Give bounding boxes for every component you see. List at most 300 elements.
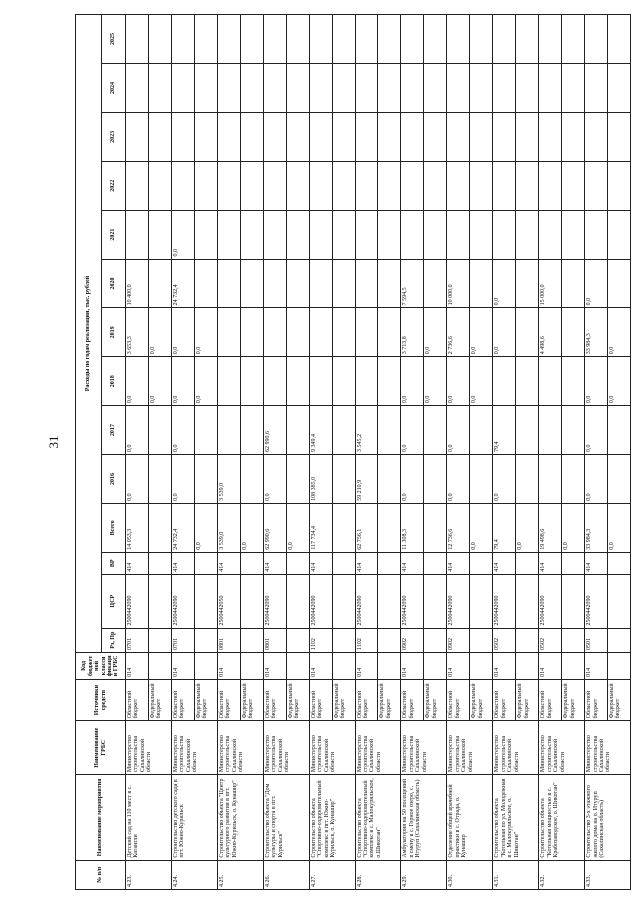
- funding-source: Областной бюджет: [309, 679, 332, 721]
- header-subcol: 2019: [102, 308, 126, 357]
- cell-csr: 2500442090: [585, 574, 608, 628]
- cell-y2021: [148, 210, 171, 259]
- cell-y2020: [378, 259, 401, 308]
- cell-csr: 2500442090: [493, 574, 516, 628]
- table-row: [447, 15, 470, 890]
- cell-y2018: [562, 357, 585, 406]
- cell-y2016: [332, 455, 355, 504]
- event-name: Строительство детского сада в пгт. Южно-Курильск: [171, 775, 217, 861]
- cell-csr: [286, 574, 309, 628]
- cell-y2025: [217, 15, 240, 64]
- cell-y2023: [194, 112, 217, 161]
- cell-rzpr: [240, 628, 263, 652]
- cell-y2024: [608, 64, 631, 113]
- cell-rzpr: [194, 628, 217, 652]
- cell-y2021: [401, 210, 424, 259]
- funding-source: Областной бюджет: [447, 679, 470, 721]
- funding-source: Областной бюджет: [171, 679, 194, 721]
- cell-y2021: [378, 210, 401, 259]
- cell-y2018: [240, 357, 263, 406]
- header-source: Источники средств: [76, 679, 126, 721]
- cell-y2020: 10 400,0: [126, 259, 149, 308]
- cell-y2021: [263, 210, 286, 259]
- header-subcol: 2016: [102, 455, 126, 504]
- cell-vr: [424, 552, 447, 574]
- cell-y2021: [332, 210, 355, 259]
- cell-y2021: [217, 210, 240, 259]
- cell-y2020: 10 000,0: [447, 259, 470, 308]
- cell-y2018: [332, 357, 355, 406]
- cell-y2021: 0,0: [171, 210, 194, 259]
- cell-y2022: [401, 161, 424, 210]
- cell-y2018: 0,0: [424, 357, 447, 406]
- rotated-table-container: [75, 14, 631, 890]
- funding-source: Областной бюджет: [539, 679, 562, 721]
- cell-y2018: 0,0: [608, 357, 631, 406]
- cell-y2020: 24 732,4: [171, 259, 194, 308]
- cell-vr: 414: [585, 552, 608, 574]
- cell-y2025: [539, 15, 562, 64]
- cell-y2025: [424, 15, 447, 64]
- cell-y2016: 108 385,0: [309, 455, 332, 504]
- cell-rzpr: 0502: [539, 628, 562, 652]
- cell-total: 0,0: [286, 503, 309, 552]
- cell-y2017: [332, 406, 355, 455]
- executor-name: Министерство строительства Сахалинской области: [355, 721, 401, 775]
- cell-y2020: [194, 259, 217, 308]
- header-row-1: [76, 15, 102, 890]
- cell-y2024: [424, 64, 447, 113]
- cell-y2020: 15 000,0: [539, 259, 562, 308]
- cell-y2020: [424, 259, 447, 308]
- cell-y2019: 4 498,6: [539, 308, 562, 357]
- cell-grbs: [470, 652, 493, 679]
- cell-y2025: [126, 15, 149, 64]
- cell-y2019: 33 984,3: [585, 308, 608, 357]
- cell-grbs: 014: [126, 652, 149, 679]
- cell-csr: [562, 574, 585, 628]
- cell-vr: [286, 552, 309, 574]
- cell-y2024: [263, 64, 286, 113]
- cell-y2017: [608, 406, 631, 455]
- cell-y2024: [493, 64, 516, 113]
- cell-y2025: [401, 15, 424, 64]
- cell-rzpr: [148, 628, 171, 652]
- cell-total: 0,0: [194, 503, 217, 552]
- cell-y2020: [263, 259, 286, 308]
- cell-grbs: 014: [401, 652, 424, 679]
- cell-vr: [332, 552, 355, 574]
- cell-y2024: [171, 64, 194, 113]
- event-name: Строительство объекта "Котельная мощностью в с. Крабозаводское, о. Шикотан": [539, 775, 585, 861]
- cell-y2024: [217, 64, 240, 113]
- cell-csr: 2500442090: [126, 574, 149, 628]
- cell-y2018: [263, 357, 286, 406]
- table-row: [126, 15, 149, 890]
- cell-y2018: [493, 357, 516, 406]
- cell-y2022: [217, 161, 240, 210]
- funding-source: Федеральный бюджет: [240, 679, 263, 721]
- cell-csr: [332, 574, 355, 628]
- event-name: Детский сад на 110 мест в с. Катангли: [126, 775, 172, 861]
- cell-rzpr: [286, 628, 309, 652]
- cell-y2019: [286, 308, 309, 357]
- cell-y2017: 0,0: [585, 406, 608, 455]
- cell-y2025: [493, 15, 516, 64]
- funding-source: Федеральный бюджет: [470, 679, 493, 721]
- executor-name: Министерство строительства Сахалинской области: [309, 721, 355, 775]
- cell-rzpr: 0902: [401, 628, 424, 652]
- funding-source: Федеральный бюджет: [332, 679, 355, 721]
- event-name: Амбулатория на 50 посещений в смену в с. Горное озеро, с. Итуруп (Сахалинская область): [401, 775, 447, 861]
- cell-grbs: [378, 652, 401, 679]
- cell-vr: [378, 552, 401, 574]
- header-subcol: Рз, Пр: [102, 628, 126, 652]
- cell-y2023: [355, 112, 378, 161]
- funding-source: Областной бюджет: [217, 679, 240, 721]
- cell-grbs: [194, 652, 217, 679]
- cell-y2017: [539, 406, 562, 455]
- cell-y2021: [355, 210, 378, 259]
- cell-vr: 414: [217, 552, 240, 574]
- cell-y2020: [355, 259, 378, 308]
- cell-y2025: [562, 15, 585, 64]
- cell-y2019: 0,0: [148, 308, 171, 357]
- cell-y2019: 0,0: [608, 308, 631, 357]
- cell-y2022: [378, 161, 401, 210]
- cell-y2023: [493, 112, 516, 161]
- cell-rzpr: [516, 628, 539, 652]
- cell-y2023: [470, 112, 493, 161]
- cell-y2021: [516, 210, 539, 259]
- cell-total: [378, 503, 401, 552]
- cell-y2025: [470, 15, 493, 64]
- cell-y2023: [309, 112, 332, 161]
- table-row: [539, 15, 562, 890]
- cell-y2025: [585, 15, 608, 64]
- cell-y2022: [562, 161, 585, 210]
- cell-y2021: [493, 210, 516, 259]
- row-number: 4.28.: [355, 860, 401, 889]
- cell-y2016: 0,0: [126, 455, 149, 504]
- header-subcol: 2017: [102, 406, 126, 455]
- cell-rzpr: 0701: [171, 628, 194, 652]
- row-number: 4.33.: [585, 860, 631, 889]
- executor-name: Министерство строительства Сахалинской области: [401, 721, 447, 775]
- cell-y2019: 0,0: [171, 308, 194, 357]
- funding-source: Федеральный бюджет: [286, 679, 309, 721]
- header-subcol: 2018: [102, 357, 126, 406]
- cell-rzpr: 0902: [447, 628, 470, 652]
- cell-y2022: [194, 161, 217, 210]
- cell-y2024: [355, 64, 378, 113]
- cell-y2025: [608, 15, 631, 64]
- cell-vr: 414: [539, 552, 562, 574]
- cell-y2022: [240, 161, 263, 210]
- cell-vr: [240, 552, 263, 574]
- executor-name: Министерство строительства Сахалинской области: [263, 721, 309, 775]
- cell-y2024: [378, 64, 401, 113]
- cell-y2019: [562, 308, 585, 357]
- row-number: 4.30.: [447, 860, 493, 889]
- cell-y2023: [332, 112, 355, 161]
- cell-vr: [562, 552, 585, 574]
- cell-y2018: 0,0: [470, 357, 493, 406]
- cell-grbs: [148, 652, 171, 679]
- cell-y2024: [332, 64, 355, 113]
- cell-total: [424, 503, 447, 552]
- cell-csr: 2500442090: [355, 574, 378, 628]
- cell-y2017: 0,0: [447, 406, 470, 455]
- executor-name: Министерство строительства Сахалинской области: [126, 721, 172, 775]
- cell-total: 0,0: [516, 503, 539, 552]
- cell-y2021: [126, 210, 149, 259]
- cell-vr: [516, 552, 539, 574]
- cell-rzpr: 0501: [585, 628, 608, 652]
- executor-name: Министерство строительства Сахалинской области: [539, 721, 585, 775]
- budget-table: [75, 14, 631, 890]
- cell-y2020: [286, 259, 309, 308]
- cell-y2024: [516, 64, 539, 113]
- funding-source: Федеральный бюджет: [424, 679, 447, 721]
- cell-grbs: [240, 652, 263, 679]
- cell-total: [332, 503, 355, 552]
- table-row: [309, 15, 332, 890]
- funding-source: Областной бюджет: [355, 679, 378, 721]
- event-name: Отделение общей врачебной практики в с. Отрада, о. Кунашир: [447, 775, 493, 861]
- cell-y2017: 0,0: [401, 406, 424, 455]
- header-subcol: Всего: [102, 503, 126, 552]
- cell-y2024: [309, 64, 332, 113]
- cell-y2016: [194, 455, 217, 504]
- cell-csr: 2500442090: [309, 574, 332, 628]
- header-subcol: 2025: [102, 15, 126, 64]
- cell-y2021: [585, 210, 608, 259]
- cell-y2017: [217, 406, 240, 455]
- cell-y2022: [355, 161, 378, 210]
- cell-y2019: [217, 308, 240, 357]
- cell-y2018: 0,0: [401, 357, 424, 406]
- cell-y2019: [240, 308, 263, 357]
- cell-y2022: [585, 161, 608, 210]
- cell-y2016: [240, 455, 263, 504]
- cell-total: 33 984,3: [585, 503, 608, 552]
- cell-y2020: [516, 259, 539, 308]
- cell-vr: 414: [309, 552, 332, 574]
- cell-y2018: 0,0: [194, 357, 217, 406]
- header-subcol: 2023: [102, 112, 126, 161]
- table-row: [217, 15, 240, 890]
- cell-vr: [194, 552, 217, 574]
- cell-y2022: [424, 161, 447, 210]
- cell-y2019: 3 653,3: [126, 308, 149, 357]
- cell-y2019: 0,0: [470, 308, 493, 357]
- cell-y2016: 0,0: [447, 455, 470, 504]
- cell-y2025: [447, 15, 470, 64]
- cell-y2021: [608, 210, 631, 259]
- cell-y2016: [539, 455, 562, 504]
- header-subcol: 2022: [102, 161, 126, 210]
- cell-y2023: [401, 112, 424, 161]
- cell-y2024: [562, 64, 585, 113]
- cell-grbs: 014: [447, 652, 470, 679]
- cell-y2022: [286, 161, 309, 210]
- cell-y2025: [355, 15, 378, 64]
- cell-grbs: 014: [263, 652, 286, 679]
- cell-vr: 414: [447, 552, 470, 574]
- cell-grbs: 014: [585, 652, 608, 679]
- cell-y2020: [470, 259, 493, 308]
- cell-csr: 2500442090: [263, 574, 286, 628]
- cell-vr: [470, 552, 493, 574]
- cell-total: 24 732,4: [171, 503, 194, 552]
- cell-y2023: [286, 112, 309, 161]
- row-number: 4.25.: [217, 860, 263, 889]
- cell-y2022: [171, 161, 194, 210]
- funding-source: Областной бюджет: [263, 679, 286, 721]
- cell-csr: [608, 574, 631, 628]
- cell-rzpr: [562, 628, 585, 652]
- table-row: [585, 15, 608, 890]
- cell-rzpr: [470, 628, 493, 652]
- cell-total: 12 736,6: [447, 503, 470, 552]
- cell-y2023: [585, 112, 608, 161]
- cell-rzpr: [608, 628, 631, 652]
- event-name: Строительство объекта "Дом культуры и спорта в пгт. Курильск": [263, 775, 309, 861]
- cell-total: 0,0: [240, 503, 263, 552]
- cell-y2025: [516, 15, 539, 64]
- header-subcol: ЦСР: [102, 574, 126, 628]
- cell-y2016: 0,0: [493, 455, 516, 504]
- funding-source: Федеральный бюджет: [562, 679, 585, 721]
- cell-y2018: [217, 357, 240, 406]
- cell-y2021: [194, 210, 217, 259]
- cell-rzpr: 1102: [309, 628, 332, 652]
- cell-y2019: 2 736,6: [447, 308, 470, 357]
- row-number: 4.24.: [171, 860, 217, 889]
- cell-y2016: [286, 455, 309, 504]
- cell-y2018: [355, 357, 378, 406]
- cell-total: 117 734,4: [309, 503, 332, 552]
- header-executor: Наименование ГРБС: [76, 721, 126, 775]
- cell-y2018: [539, 357, 562, 406]
- cell-y2023: [447, 112, 470, 161]
- cell-y2024: [470, 64, 493, 113]
- executor-name: Министерство строительства Сахалинской области: [171, 721, 217, 775]
- cell-rzpr: 0701: [126, 628, 149, 652]
- cell-y2024: [447, 64, 470, 113]
- cell-y2016: [378, 455, 401, 504]
- cell-y2022: [447, 161, 470, 210]
- cell-csr: 2500442050: [217, 574, 240, 628]
- cell-csr: [378, 574, 401, 628]
- funding-source: Областной бюджет: [585, 679, 608, 721]
- cell-csr: [424, 574, 447, 628]
- table-row: [493, 15, 516, 890]
- cell-y2020: [217, 259, 240, 308]
- event-name: Строительство объекта "Котельная по ул. Молодежная в с. Малокурильское, о. Шикотан": [493, 775, 539, 861]
- cell-y2020: [608, 259, 631, 308]
- cell-y2024: [539, 64, 562, 113]
- cell-y2024: [240, 64, 263, 113]
- cell-vr: 414: [263, 552, 286, 574]
- cell-y2020: 0,0: [493, 259, 516, 308]
- cell-y2019: 0,0: [424, 308, 447, 357]
- cell-y2018: [309, 357, 332, 406]
- cell-vr: [148, 552, 171, 574]
- cell-y2022: [493, 161, 516, 210]
- executor-name: Министерство строительства Сахалинской области: [493, 721, 539, 775]
- cell-y2016: 0,0: [171, 455, 194, 504]
- header-subcol: 2024: [102, 64, 126, 113]
- cell-csr: 2500442090: [171, 574, 194, 628]
- cell-rzpr: 0801: [263, 628, 286, 652]
- header-no: № п/п: [76, 860, 126, 889]
- cell-csr: [194, 574, 217, 628]
- cell-y2017: [516, 406, 539, 455]
- cell-y2016: 0,0: [401, 455, 424, 504]
- cell-grbs: 014: [539, 652, 562, 679]
- row-number: 4.31.: [493, 860, 539, 889]
- cell-y2023: [171, 112, 194, 161]
- cell-y2019: [355, 308, 378, 357]
- cell-y2017: 0,0: [126, 406, 149, 455]
- cell-y2020: [240, 259, 263, 308]
- cell-y2025: [148, 15, 171, 64]
- cell-y2017: [148, 406, 171, 455]
- funding-source: Федеральный бюджет: [148, 679, 171, 721]
- cell-total: 3 539,0: [217, 503, 240, 552]
- cell-vr: 414: [401, 552, 424, 574]
- cell-y2017: [424, 406, 447, 455]
- cell-y2023: [263, 112, 286, 161]
- cell-grbs: [286, 652, 309, 679]
- cell-y2024: [126, 64, 149, 113]
- cell-y2025: [378, 15, 401, 64]
- cell-total: 11 308,3: [401, 503, 424, 552]
- cell-y2020: [309, 259, 332, 308]
- funding-source: Федеральный бюджет: [608, 679, 631, 721]
- cell-vr: 414: [171, 552, 194, 574]
- cell-rzpr: 1102: [355, 628, 378, 652]
- cell-y2019: [378, 308, 401, 357]
- cell-y2016: 59 210,9: [355, 455, 378, 504]
- row-number: 4.29.: [401, 860, 447, 889]
- event-name: Строительство объекта "Спортивно-оздоровительный комплекс в с. Малокурильское, о.Шикотан": [355, 775, 401, 861]
- cell-y2017: [470, 406, 493, 455]
- cell-y2023: [148, 112, 171, 161]
- cell-y2016: [608, 455, 631, 504]
- page-number: 31: [46, 435, 61, 449]
- cell-vr: 414: [126, 552, 149, 574]
- cell-rzpr: [378, 628, 401, 652]
- executor-name: Министерство строительства Сахалинской области: [217, 721, 263, 775]
- cell-y2022: [126, 161, 149, 210]
- cell-total: 62 990,6: [263, 503, 286, 552]
- cell-y2017: 79,4: [493, 406, 516, 455]
- cell-y2023: [516, 112, 539, 161]
- cell-y2024: [148, 64, 171, 113]
- cell-y2021: [309, 210, 332, 259]
- header-subcol: 2021: [102, 210, 126, 259]
- cell-total: 0,0: [562, 503, 585, 552]
- cell-y2018: [516, 357, 539, 406]
- funding-source: Областной бюджет: [493, 679, 516, 721]
- cell-y2023: [378, 112, 401, 161]
- cell-y2016: [470, 455, 493, 504]
- funding-source: Областной бюджет: [401, 679, 424, 721]
- cell-rzpr: [424, 628, 447, 652]
